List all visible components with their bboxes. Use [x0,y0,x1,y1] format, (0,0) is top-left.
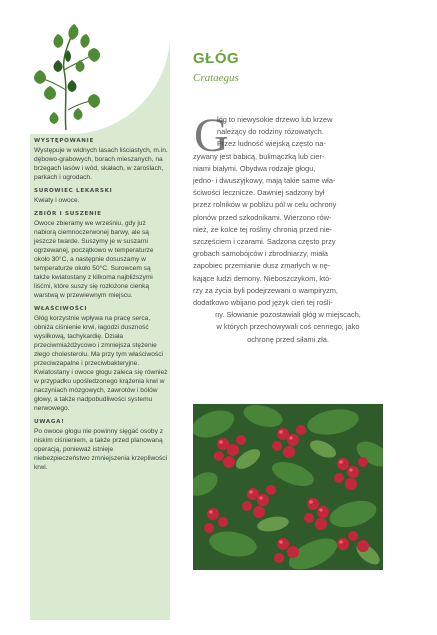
body-line: przez rolników w pobliżu pól w celu ochrony [193,200,337,210]
body-line: szczęściem i czarami. Sadzona często przy [193,237,336,247]
body-line: kające ludzi demony. Nieboszczykom, któ- [193,273,332,283]
drop-cap: G [194,109,229,162]
hawthorn-branch-illustration [28,20,106,132]
hawthorn-berries-photo [193,404,383,570]
body-line: łóg to niewysokie drzewo lub krzew [217,115,333,124]
section-heading: WYSTĘPOWANIE [34,138,94,144]
section-harvest-drying [34,211,168,300]
body-line: jedno- i dwuszyjkowy, mają takie same wła- [193,176,336,186]
sidebar-content [34,138,168,478]
body-line: w których przechowywali coś cennego, jako [216,322,360,332]
body-line: grobach samobójców i zbrodniarzy, miała [193,249,329,259]
body-line: zywany jest babicą, bulimączką lub cier- [193,151,325,161]
section-warning [34,419,168,472]
body-line: nież, że kolce tej rośliny chronią przed nie- [193,224,333,234]
section-text: Owoce zbieramy we wrześniu, gdy już nabiorą ciemnoczerwonej barwy, ale są jeszcze twarde. Suszymy je w suszarni ogrzewanej, początkowo w temperaturze około 30°C, a następnie dosuszamy w temperaturze około 50°C. Surowcem są także kwiatostany z kilkoma najbliższymi liśćmi, które suszy się rozłożone cienką warstwą w przewiewnym miejscu. [34,220,154,299]
section-text: Po owoce głogu nie powinny sięgać osoby z niskim ciśnieniem, a także przed planowaną operacją, ponieważ istnieje niebezpieczeństwo zmniejszenia krzepliwości krwi. [34,428,168,471]
section-text: Kwiaty i owoce. [34,197,80,204]
body-line: należący do rodziny różowatych. [217,127,324,137]
body-line: ochronę przed siłami zła. [247,334,329,344]
section-heading: WŁAŚCIWOŚCI [34,306,88,312]
section-heading: ZBIÓR I SUSZENIE [34,211,102,217]
body-line: ściwości lecznicze. Dawniej sadzony był [193,188,325,198]
section-occurrence [34,138,168,182]
latin-name: Crataegus [193,72,239,84]
body-line: zapobiec przemianie dusz zmarłych w nę- [193,261,331,271]
section-medicinal-material [34,188,168,205]
body-line: rzy za życia byli podejrzewani o wampiryzm, [193,285,338,295]
section-properties [34,306,168,413]
article-body [193,109,383,346]
section-heading: UWAGA! [34,419,65,425]
body-line: plonów przed szkodnikami. Wierzono rów- [193,212,332,222]
body-line: ny. Słowianie pozostawiali głóg w miejscach, [215,310,361,320]
section-text: Występuje w widnych lasach liściastych, m.in. dębowo-grabowych, borach mieszanych, na brzegach lasów i wód, skałach, w zaroślach, parkach i ogrodach. [34,147,168,181]
section-text: Głóg korzystnie wpływa na pracę serca, obniża ciśnienie krwi, łagodzi duszność wysiłkową, tachykardię. Działa przeciwmiażdżycowo i zmniejsza stężenie złego cholesterolu. Ma przy tym właściwości przeciwzapalne i przeciwbakteryjne. Kwiatostany i owoce głogu zaleca się również w przypadku upośledzonego krążenia krwi w naczyniach mózgowych, zawrotów i bólów głowy, a także nadpobudliwości systemu nerwowego. [34,315,168,412]
body-line: Przez ludność wiejską często na- [217,139,326,149]
page-title: GŁÓG [193,50,240,67]
body-line: niami białymi. Obydwa rodzaje głogu, [193,163,316,173]
body-line: dodatkowo wbijano pod język cień tej rośli- [193,298,333,308]
section-heading: SUROWIEC LEKARSKI [34,188,113,194]
